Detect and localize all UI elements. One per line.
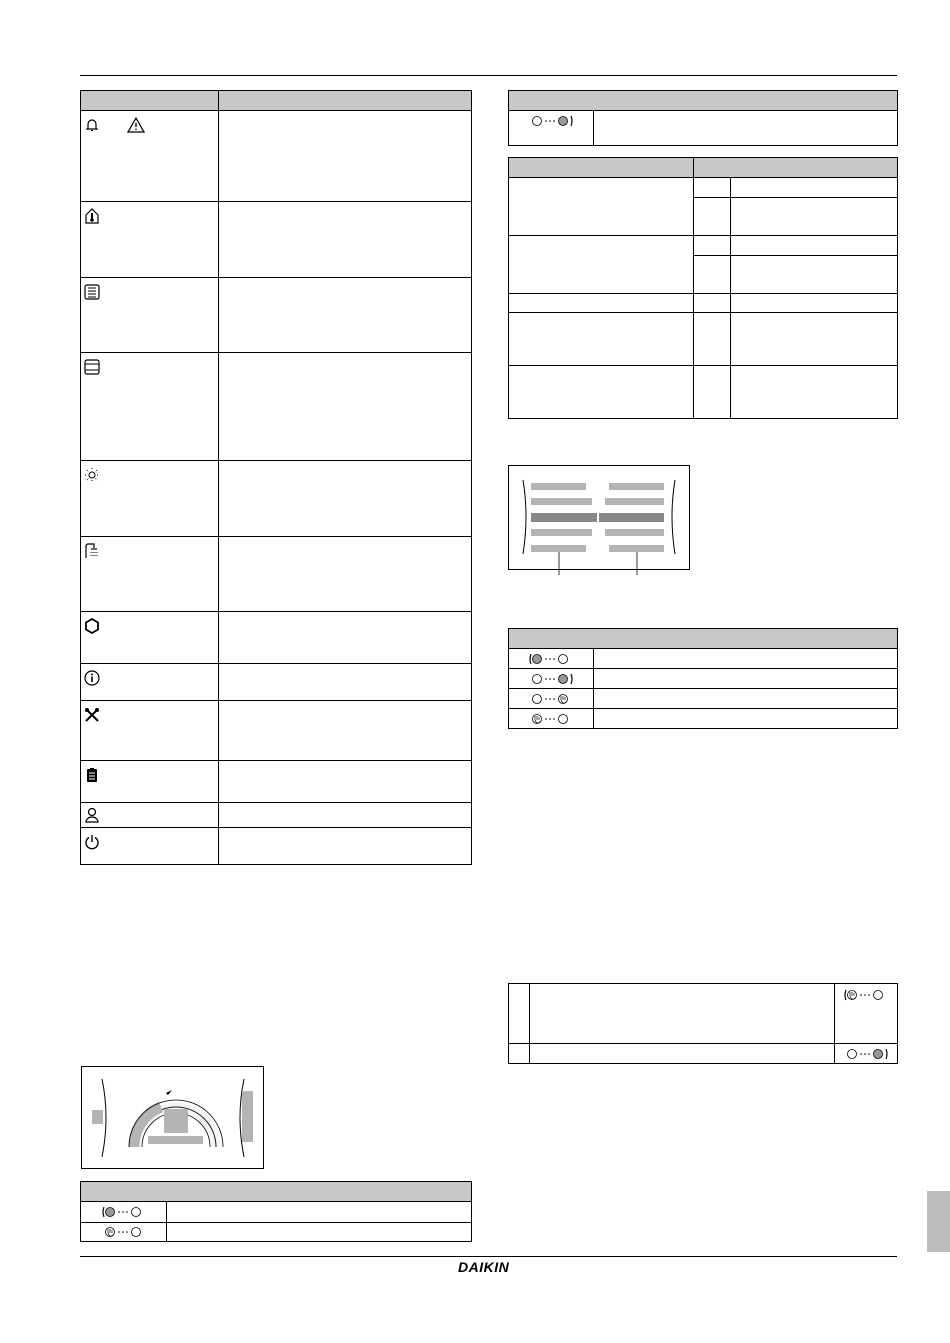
top-rule: [80, 75, 897, 76]
table-row: [509, 709, 898, 729]
table-row: [81, 461, 472, 537]
right-bottom-table: [508, 983, 898, 1064]
shower-icon: [84, 543, 100, 559]
dial-right-press-icon: [844, 1048, 888, 1060]
table-row: [81, 1223, 472, 1242]
table-row: [509, 669, 898, 689]
left-control-table: [80, 1181, 472, 1242]
gauge-pointer: [166, 1090, 172, 1095]
gauge-illustration: [82, 1067, 263, 1168]
table-row: [509, 111, 898, 146]
table-row: [81, 111, 472, 202]
table-header-row: [509, 91, 898, 111]
dial-left-press-icon: [102, 1226, 146, 1238]
dial-left-press-rotate-icon: [844, 989, 888, 1001]
left-icon-table: [80, 90, 472, 865]
list-figure: [508, 465, 690, 570]
right-top-table: [508, 90, 898, 146]
table-header-row: [81, 91, 472, 111]
room-thermometer-icon: [84, 208, 100, 224]
dial-left-press-icon: [529, 713, 573, 725]
table-row: [81, 803, 472, 828]
selected-row: [531, 513, 597, 522]
table-header-row: [509, 629, 898, 649]
dial-left-rotate-icon: [529, 653, 573, 665]
tools-icon: [84, 707, 100, 723]
right-control-table: [508, 628, 898, 729]
power-icon: [84, 834, 100, 850]
dial-right-press-icon: [529, 115, 573, 127]
table-row: [509, 689, 898, 709]
sun-snowflake-icon: [84, 467, 100, 483]
table-row: [81, 701, 472, 761]
table-row: [509, 313, 898, 366]
table-header-row: [81, 1182, 472, 1202]
table-row: [509, 294, 898, 313]
gauge-center-block: [164, 1109, 188, 1133]
bell-icon: [84, 117, 100, 133]
gauge-label-bar: [148, 1136, 203, 1144]
table-row: [81, 202, 472, 278]
dial-left-rotate-icon: [102, 1206, 146, 1218]
table-row: [509, 649, 898, 669]
table-row: [81, 1202, 472, 1223]
table-row: [509, 366, 898, 419]
table-row: [509, 984, 898, 1044]
table-row: [81, 761, 472, 803]
bottom-rule: [80, 1256, 897, 1257]
table-row: [509, 178, 898, 198]
chapter-tab: [927, 1191, 950, 1252]
right-grid-table: [508, 157, 898, 419]
right-bar: [242, 1091, 253, 1142]
warning-icon: [127, 117, 145, 133]
table-row: [81, 537, 472, 612]
table-row: [81, 612, 472, 664]
table-row: [509, 1044, 898, 1064]
table-row: [81, 278, 472, 353]
table-row: [81, 828, 472, 865]
space-heating-icon: [84, 284, 100, 300]
dial-right-press-icon: [529, 693, 573, 705]
info-icon: [84, 670, 100, 686]
dial-right-rotate-icon: [529, 673, 573, 685]
list-illustration: [509, 466, 689, 578]
hexagon-icon: [84, 618, 100, 634]
left-bar: [92, 1110, 103, 1124]
daikin-logo: DAIKIN: [458, 1259, 510, 1275]
table-row: [509, 236, 898, 256]
table-row: [81, 353, 472, 461]
user-icon: [84, 807, 100, 823]
table-header-row: [509, 158, 898, 178]
tank-icon: [84, 359, 100, 375]
clipboard-icon: [84, 767, 100, 783]
gauge-figure: [81, 1066, 264, 1169]
table-row: [81, 664, 472, 701]
